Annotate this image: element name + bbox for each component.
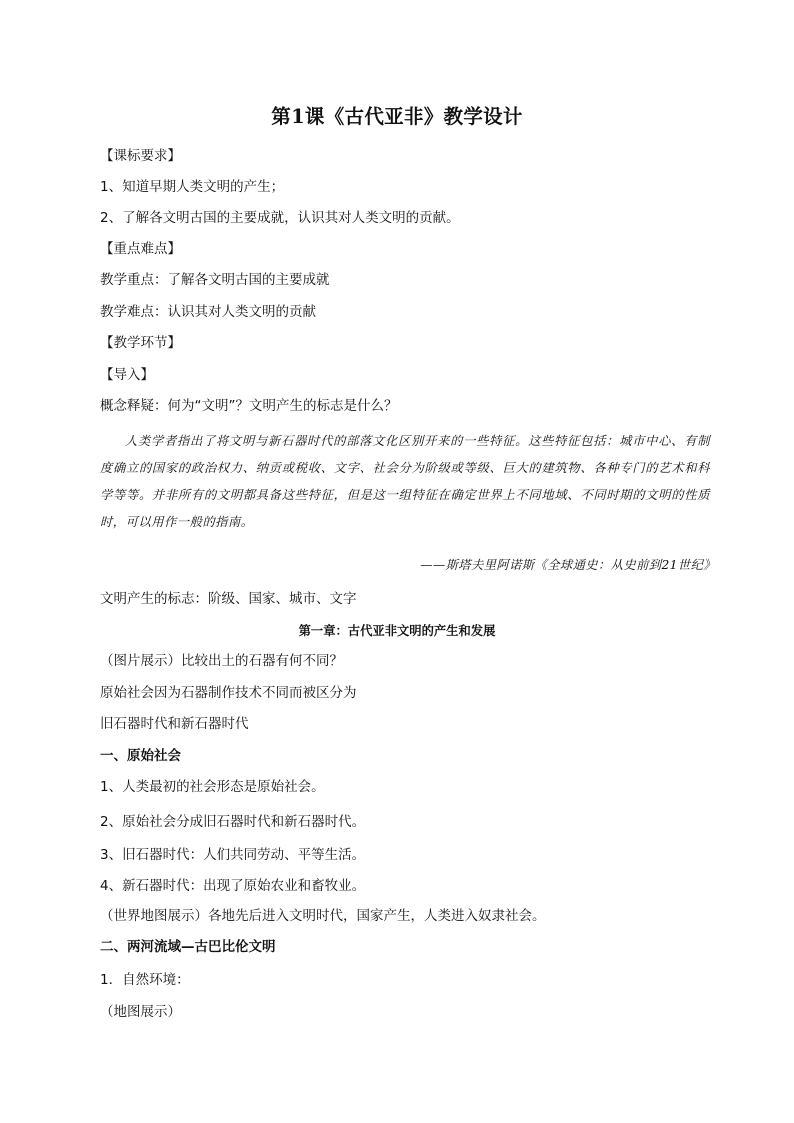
document-title: 第1课《古代亚非》教学设计	[271, 105, 523, 128]
primitive-item-3: 3、旧石器时代：人们共同劳动、平等生活。	[100, 847, 366, 863]
key-points-header: 【重点难点】	[100, 241, 181, 257]
primitive-society-header: 一、原始社会	[100, 748, 181, 764]
world-map-note: （世界地图展示）各地先后进入文明时代，国家产生，人类进入奴隶社会。	[100, 908, 546, 924]
difficult-point: 教学难点：认识其对人类文明的贡献	[100, 304, 316, 320]
quote-source: ——斯塔夫里阿诺斯《全球通史：从史前到21世纪》	[420, 558, 716, 572]
civilization-markers: 文明产生的标志：阶级、国家、城市、文字	[100, 591, 357, 607]
primitive-item-1: 1、人类最初的社会形态是原始社会。	[100, 779, 325, 795]
division-line-1: 原始社会因为石器制作技术不同而被区分为	[100, 685, 357, 701]
mesopotamia-header: 二、两河流域—古巴比伦文明	[100, 939, 276, 955]
concept-question: 概念释疑：何为“文明”？文明产生的标志是什么？	[100, 398, 398, 414]
division-line-2: 旧石器时代和新石器时代	[100, 716, 249, 732]
natural-environment: 1．自然环境：	[100, 972, 190, 988]
curriculum-item-2: 2、了解各文明古国的主要成就，认识其对人类文明的贡献。	[100, 210, 460, 226]
curriculum-header: 【课标要求】	[100, 148, 181, 164]
quote-paragraph: 人类学者指出了将文明与新石器时代的部落文化区别开来的一些特征。这些特征包括：城市中心、有制度确立的国家的政治权力、纳贡或税收、文字、社会分为阶级或等级、巨大的建筑物、各种专门的艺术和科学等等。并非所有的文明都具备这些特征，但是这一组特征在确定世界上不同地域、不同时期的文明的性质时，可以用作一般的指南。	[100, 434, 710, 529]
map-display: （地图展示）	[100, 1004, 181, 1020]
primitive-item-4: 4、新石器时代：出现了原始农业和畜牧业。	[100, 878, 366, 894]
chapter-title: 第一章：古代亚非文明的产生和发展	[298, 624, 496, 638]
intro-header: 【导入】	[100, 367, 154, 383]
primitive-item-2: 2、原始社会分成旧石器时代和新石器时代。	[100, 814, 366, 830]
teaching-steps-header: 【教学环节】	[100, 335, 181, 351]
key-point: 教学重点：了解各文明古国的主要成就	[100, 272, 330, 288]
curriculum-item-1: 1、知道早期人类文明的产生；	[100, 179, 285, 195]
image-prompt: （图片展示）比较出土的石器有何不同？	[100, 653, 343, 669]
